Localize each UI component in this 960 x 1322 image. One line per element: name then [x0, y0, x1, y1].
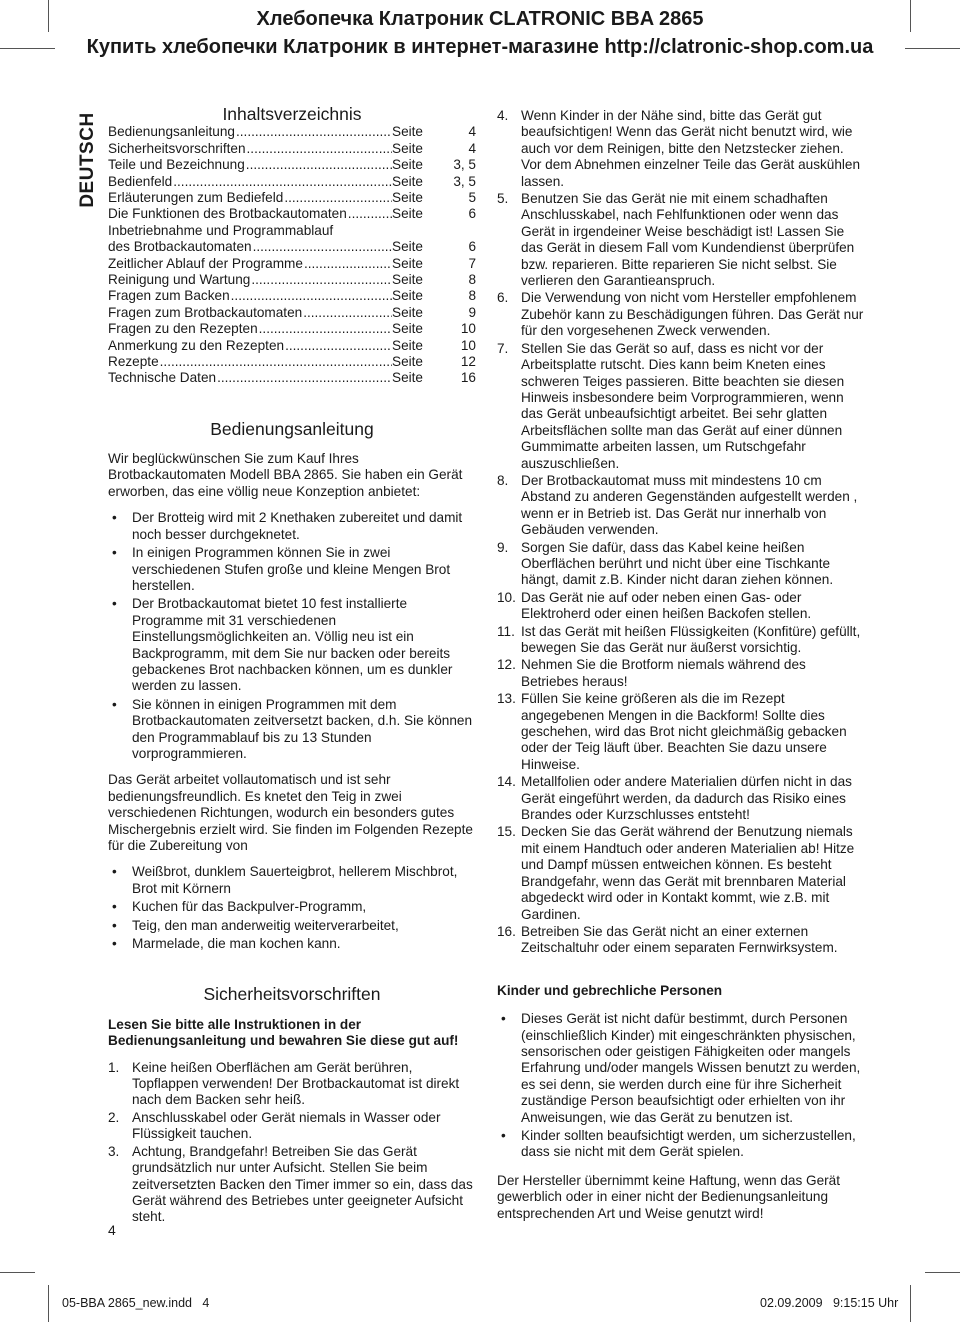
safety-item-text: Stellen Sie das Gerät so auf, dass es nicht vor der Arbeitsplatte rutscht. Dies kann beim Kneten eines schweren Teiges passieren. Bitte beachten sie diesen Hinweis insbesondere beim Vorprogrammieren, wenn das Gerät unbeaufsichtigt arbeitet. Bei sehr glatten Arbeitsflächen sollte man das Gerät auf einer dünnen Gummimatte arbeiten lassen, um Rutschgefahr auszuschließen.	[521, 340, 845, 471]
crop-mark-br-h	[925, 1272, 960, 1273]
toc-dot-leader	[253, 239, 392, 255]
safety-item-text: Anschlusskabel oder Gerät niemals in Wasser oder Flüssigkeit tauchen.	[132, 1109, 441, 1142]
safety-item	[497, 590, 865, 623]
toc-entry-title: Reinigung und Wartung	[108, 271, 251, 287]
toc-entry-page: 10	[460, 321, 476, 337]
toc-entry-page: 3, 5	[453, 157, 476, 173]
safety-item-number: 2.	[108, 1109, 120, 1125]
bullet-icon: •	[112, 936, 117, 952]
safety-item	[497, 824, 865, 922]
safety-item	[108, 1110, 476, 1143]
toc-dot-leader	[173, 174, 392, 190]
safety-item	[497, 191, 865, 289]
toc-entry-page: 10	[460, 337, 476, 353]
safety-item	[497, 540, 865, 589]
safety-item-text: Benutzen Sie das Gerät nie mit einem schadhaften Anschlusskabel, nach Fehlfunktionen oder wenn das Gerät in irgendeiner Weise beschädigt ist! Lassen Sie das Gerät in diesem Fall vom Kundendienst überprüfen bzw. reparieren. Bitte reparieren Sie nicht selbst. Sie verlieren den Garantieanspruch.	[521, 191, 855, 289]
toc-entry-title: Fragen zum Backen	[108, 288, 230, 304]
use-item	[108, 899, 476, 915]
safety-item-number: 3.	[108, 1143, 120, 1159]
toc-entry-seite: Seite	[392, 288, 423, 304]
toc-dot-leader	[160, 354, 392, 370]
toc-entry-seite: Seite	[392, 206, 423, 222]
toc-entry-page: 12	[460, 353, 476, 369]
safety-item-text: Metallfolien oder andere Materialien dürfen nicht in das Gerät eingeführt werden, da dadurch das Risiko eines Brandes oder Kurzschlusses entsteht!	[521, 774, 852, 823]
safety-item-number: 8.	[497, 472, 509, 488]
safety-item-number: 5.	[497, 191, 509, 207]
use-item-text: Teig, den man anderweitig weiterverarbeitet,	[132, 917, 399, 933]
toc-entry-prefix: Inbetriebnahme und Programmablauf	[108, 222, 334, 238]
toc-entry-seite: Seite	[392, 337, 423, 353]
safety-item-number: 13.	[497, 691, 516, 707]
toc-entry-seite: Seite	[392, 255, 423, 271]
toc-entry-page: 7	[468, 255, 476, 271]
toc-dot-leader	[259, 321, 392, 337]
left-column	[108, 106, 476, 1227]
manual-intro: Wir beglückwünschen Sie zum Kauf Ihres Brotbackautomaten Modell BBA 2865. Sie haben ein Gerät erworben, das eine völlig neue Konzeption anbietet:	[108, 451, 463, 499]
toc-entry	[108, 124, 476, 140]
footer-timestamp: 02.09.2009 9:15:15 Uhr	[760, 1296, 899, 1310]
toc-entry	[108, 305, 476, 321]
safety-item-text: Keine heißen Oberflächen am Gerät berühren, Topflappen verwenden! Der Brotbackautomat ist direkt nach dem Backen sehr heiß.	[132, 1059, 460, 1108]
children-item-text: Dieses Gerät ist nicht dafür bestimmt, durch Personen (einschließlich Kinder) mit eingeschränkten physischen, sensorischen oder geistigen Fähigkeiten oder mangels Erfahrung und/oder mangels Wissen benutzt zu werden, es sei denn, sie werden durch eine für ihre Sicherheit zuständige Person beaufsichtigt oder erhielten von ihr Anweisungen, wie das Gerät zu benutzen ist.	[521, 1011, 861, 1125]
bullet-icon: •	[112, 899, 117, 915]
safety-item	[497, 657, 865, 690]
toc-entry-page: 4	[468, 124, 476, 140]
toc-entry-title: Bedienungsanleitung	[108, 124, 235, 140]
header-title: Хлебопечка Клатроник CLATRONIC BBA 2865	[256, 8, 704, 30]
toc-entry-page: 3, 5	[453, 173, 476, 189]
safety-item-text: Sorgen Sie dafür, dass das Kabel keine heißen Oberflächen berührt und nicht über eine Tischkante hängt, damit z.B. Kinder nicht daran ziehen können.	[521, 539, 834, 588]
toc-list	[108, 124, 476, 386]
toc-entry-seite: Seite	[392, 173, 423, 189]
toc-entry-title: Erläuterungen zum Bediefeld	[108, 189, 284, 205]
safety-item	[108, 1144, 476, 1226]
safety-item-text: Decken Sie das Gerät während der Benutzung niemals mit einem Handtuch oder anderen Materialien ab! Hitze und Dampf müssen entweichen können. Es besteht Brandgefahr, wenn das Gerät mit brennbaren Material abgedeckt wird oder in Kontakt kommt, wie z.B. mit Gardinen.	[521, 824, 855, 922]
safety-item-text: Füllen Sie keine größeren als die im Rezept angegebenen Mengen in die Backform! Sollte dies geschehen, wird das Brot nicht gleichmäßig gebacken oder der Teig läuft über. Beachten Sie dazu unsere Hinweise.	[521, 691, 847, 772]
toc-dot-leader	[231, 288, 392, 304]
safety-list-part1	[108, 1060, 476, 1226]
toc-entry-seite: Seite	[392, 140, 423, 156]
toc-entry-seite: Seite	[392, 239, 423, 255]
toc-entry-seite: Seite	[392, 370, 423, 386]
bullet-icon: •	[112, 510, 117, 526]
toc-dot-leader	[348, 206, 392, 222]
safety-item-number: 9.	[497, 539, 509, 555]
toc-dot-leader	[251, 272, 392, 288]
footer-file: 05-BBA 2865_new.indd 4	[62, 1296, 210, 1310]
safety-item-number: 11.	[497, 623, 515, 639]
toc-entry-title: Technische Daten	[108, 370, 217, 386]
safety-item-number: 6.	[497, 290, 509, 306]
manual-para2: Das Gerät arbeitet vollautomatisch und ist sehr bedienungsfreundlich. Es knetet den Teig in zwei verschiedenen Richtungen, wodurch ein besonders gutes Mischergebnis erzielt wird. Sie finden im Folgenden Rezepte für die Zubereitung von	[108, 772, 473, 854]
right-column	[497, 108, 865, 1222]
feature-item	[108, 545, 476, 594]
safety-item-text: Achtung, Brandgefahr! Betreiben Sie das Gerät grundsätzlich nur unter Aufsicht. Stellen Sie beim zeitversetzten Backen den Timer immer so ein, dass das Gerät während des Betriebes unter geeigneter Aufsicht steht.	[132, 1143, 473, 1225]
toc-entry-title: des Brotbackautomaten	[108, 239, 252, 255]
toc-entry-seite: Seite	[392, 321, 423, 337]
toc-entry	[108, 338, 476, 354]
toc-entry-page: 5	[468, 189, 476, 205]
safety-item	[497, 774, 865, 823]
use-list	[108, 864, 476, 952]
safety-item	[497, 624, 865, 657]
safety-item-number: 14.	[497, 774, 516, 790]
safety-item-text: Ist das Gerät mit heißen Flüssigkeiten (Konfitüre) gefüllt, bewegen Sie das Gerät nur äußerst vorsichtig.	[521, 623, 861, 655]
bullet-icon: •	[501, 1011, 506, 1027]
toc-entry-title: Fragen zu den Rezepten	[108, 321, 258, 337]
feature-item	[108, 596, 476, 694]
safety-item-text: Betreiben Sie das Gerät nicht an einer externen Zeitschaltuhr oder einem separaten Fernwirksystem.	[521, 923, 838, 956]
safety-item-text: Das Gerät nie auf oder neben einen Gas- oder Elektroherd oder einen heißen Backofen stellen.	[521, 589, 812, 622]
toc-dot-leader	[284, 190, 392, 206]
toc-entry	[108, 256, 476, 272]
toc-entry-page: 4	[468, 140, 476, 156]
crop-mark-left-v	[48, 0, 49, 32]
safety-item-text: Wenn Kinder in der Nähe sind, bitte das Gerät gut beaufsichtigen! Wenn das Gerät nicht benutzt wird, wie auch vor dem Reinigen, bitte den Netzstecker ziehen. Vor dem Abnehmen einzelner Teile das Gerät auskühlen lassen.	[521, 108, 861, 189]
disclaimer: Der Hersteller übernimmt keine Haftung, wenn das Gerät gewerblich oder in einer nicht der Bedienungsanleitung entsprechenden Art und Weise genutzt wird!	[497, 1172, 841, 1221]
toc-dot-leader	[246, 157, 392, 173]
toc-entry-seite: Seite	[392, 189, 423, 205]
toc-entry-title: Teile und Bezeichnung	[108, 157, 245, 173]
bullet-icon: •	[112, 545, 117, 561]
use-item	[108, 918, 476, 934]
toc-dot-leader	[304, 256, 392, 272]
toc-dot-leader	[236, 124, 392, 140]
toc-entry	[108, 157, 476, 173]
toc-entry-seite: Seite	[392, 304, 423, 320]
bullet-icon: •	[501, 1127, 506, 1143]
language-tab	[68, 110, 108, 210]
feature-item-text: Der Brotteig wird mit 2 Knethaken zubereitet und damit noch besser durchgeknetet.	[132, 510, 463, 542]
feature-item-text: In einigen Programmen können Sie in zwei verschiedenen Stufen große und kleine Mengen Brot herstellen.	[132, 545, 451, 593]
header-subtitle: Купить хлебопечки Клатроник в интернет-магазине http://clatronic-shop.com.ua	[86, 36, 874, 58]
crop-mark-right-v	[910, 0, 911, 32]
toc-entry-title: Fragen zum Brotbackautomaten	[108, 304, 303, 320]
crop-mark-right-h	[905, 48, 960, 49]
toc-entry	[108, 272, 476, 288]
language-tab-label: DEUTSCH	[77, 112, 98, 208]
toc-entry	[108, 321, 476, 337]
toc-heading: Inhaltsverzeichnis	[222, 104, 362, 124]
children-heading: Kinder und gebrechliche Personen	[497, 982, 723, 998]
toc-entry-page: 8	[468, 271, 476, 287]
feature-item-text: Sie können in einigen Programmen mit dem Brotbackautomaten zeitversetzt backen, d.h. Sie können den Programmablauf bis zu 13 Stunden vorprogrammieren.	[132, 696, 473, 761]
feature-item-text: Der Brotbackautomat bietet 10 fest installierte Programme mit 31 verschiedenen Einstellungsmöglichkeiten an. Völlig neu ist ein Backprogramm, mit dem Sie nur backen oder bereits gebackenes Brot nachbacken können, um es dunkler werden zu lassen.	[132, 596, 453, 694]
children-item	[497, 1011, 865, 1126]
toc-entry	[108, 239, 476, 255]
page-number: 4	[108, 1222, 116, 1238]
safety-item-number: 1.	[108, 1059, 120, 1075]
toc-entry-page: 8	[468, 288, 476, 304]
safety-item	[497, 473, 865, 539]
toc-entry-title: Die Funktionen des Brotbackautomaten	[108, 206, 347, 222]
safety-item-number: 10.	[497, 589, 516, 605]
crop-mark-bl-v	[48, 1285, 49, 1322]
toc-entry-seite: Seite	[392, 157, 423, 173]
crop-mark-bl-h	[0, 1272, 35, 1273]
toc-entry-seite: Seite	[392, 124, 423, 140]
safety-item	[497, 341, 865, 472]
feature-item	[108, 697, 476, 763]
toc-entry-seite: Seite	[392, 353, 423, 369]
toc-entry-page: 6	[468, 206, 476, 222]
safety-heading: Sicherheitsvorschriften	[203, 984, 381, 1005]
safety-item-text: Der Brotbackautomat muss mit mindestens 10 cm Abstand zu anderen Gegenständen aufgestellt werden , wenn er in Betrieb ist. Das Gerät nur innerhalb von Gebäuden verwenden.	[521, 472, 858, 538]
toc-entry-page: 9	[468, 304, 476, 320]
bullet-icon: •	[112, 917, 117, 933]
toc-entry-title: Rezepte	[108, 353, 159, 369]
safety-item-number: 16.	[497, 923, 516, 939]
toc-entry-page: 6	[468, 239, 476, 255]
safety-subtitle: Lesen Sie bitte alle Instruktionen in der Bedienungsanleitung und bewahren Sie diese gut auf!	[108, 1016, 459, 1049]
crop-mark-left-h	[0, 48, 55, 49]
safety-item-number: 7.	[497, 340, 509, 356]
use-item	[108, 936, 476, 952]
bullet-icon: •	[112, 864, 117, 880]
toc-entry-title: Zeitlicher Ablauf der Programme	[108, 255, 303, 271]
toc-entry-title: Anmerkung zu den Rezepten	[108, 337, 285, 353]
toc-entry-title: Sicherheitsvorschriften	[108, 140, 246, 156]
safety-item-number: 12.	[497, 657, 516, 673]
safety-item	[108, 1060, 476, 1109]
crop-mark-br-v	[910, 1285, 911, 1322]
use-item-text: Kuchen für das Backpulver-Programm,	[132, 899, 367, 915]
safety-item-text: Nehmen Sie die Brotform niemals während des Betriebes heraus!	[521, 657, 806, 689]
toc-dot-leader	[217, 370, 392, 386]
safety-item	[497, 108, 865, 190]
bullet-icon: •	[112, 596, 117, 612]
use-item-text: Weißbrot, dunklem Sauerteigbrot, hellerem Mischbrot, Brot mit Körnern	[132, 864, 458, 896]
toc-entry-title: Bedienfeld	[108, 173, 173, 189]
feature-list	[108, 510, 476, 762]
toc-entry	[108, 174, 476, 190]
safety-item	[497, 290, 865, 339]
children-item-text: Kinder sollten beaufsichtigt werden, um sicherzustellen, dass sie nicht mit dem Gerät spielen.	[521, 1127, 856, 1160]
children-item	[497, 1128, 865, 1161]
safety-item-text: Die Verwendung von nicht vom Hersteller empfohlenem Zubehör kann zu Beschädigungen führen. Das Gerät nur für den vorgesehenen Zweck verwenden.	[521, 290, 864, 339]
children-list	[497, 1011, 865, 1161]
feature-item	[108, 510, 476, 543]
toc-dot-leader	[285, 338, 392, 354]
safety-list-part2	[497, 108, 865, 957]
toc-entry-seite: Seite	[392, 271, 423, 287]
toc-entry	[108, 190, 476, 206]
safety-item-number: 15.	[497, 824, 516, 840]
use-item-text: Marmelade, die man kochen kann.	[132, 936, 341, 952]
toc-entry	[108, 141, 476, 157]
toc-dot-leader	[303, 305, 392, 321]
toc-dot-leader	[247, 141, 392, 157]
safety-item	[497, 691, 865, 773]
toc-entry	[108, 288, 476, 304]
bullet-icon: •	[112, 696, 117, 712]
use-item	[108, 864, 476, 897]
safety-item	[497, 924, 865, 957]
safety-item-number: 4.	[497, 108, 509, 123]
toc-entry	[108, 370, 476, 386]
manual-heading: Bedienungsanleitung	[210, 418, 374, 439]
toc-entry-page: 16	[460, 370, 476, 386]
toc-entry	[108, 206, 476, 222]
toc-entry	[108, 354, 476, 370]
